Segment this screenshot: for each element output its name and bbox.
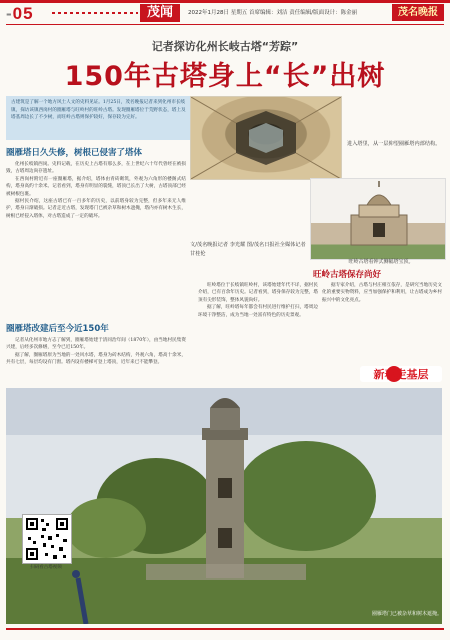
section-heading: 圈雁塔日久失修，树根已侵害了塔体 — [6, 148, 143, 158]
qr-code-icon — [23, 515, 71, 563]
badge-text: 新春走基层 — [373, 368, 429, 381]
paragraph: 旺岭塔位于长岐镇旺岭村，该塔始建年代不详，据村民介绍，已有百余年历史。记者看到，塔身保存较为完整，塔顶有尖形装饰，整体风貌尚好。 — [198, 283, 318, 303]
page-number: -05 — [6, 4, 34, 23]
paragraph: 在西岗村附近有一座圈雁塔，据介绍，塔体由青砖砌筑，外观为六角形的楼阁式结构，塔身高约十余米。记者看到，塔身有明显的裂缝，塔顶已长出了大树，古塔顶部已经被树根包裹。 — [6, 176, 186, 197]
section-3-body-left — [198, 282, 318, 319]
photo-tower-interior — [190, 96, 342, 180]
photo-quanyan-tower — [6, 388, 442, 624]
section-3 — [252, 268, 442, 280]
qr-caption: 扫码看古塔视频 — [30, 565, 62, 570]
new-spring-badge — [360, 364, 442, 384]
brand-logo: 茂名晚报 — [392, 4, 444, 21]
paragraph: 据了解，圈雁塔原为当地的一处风水塔，塔身为砖木结构，外观六角，塔高十余米，共有七层，每层均设有门窗。塔内设有楼梯可登上塔顶，近年来已不能攀登。 — [6, 352, 186, 366]
dateline: 2022年1月28日 星期五 首席编辑：刘洁 责任编辑/版面设计：陈金丽 — [188, 10, 358, 16]
section-tag: 茂闻 — [140, 4, 180, 22]
article-subtitle: 记者探访化州长岐古塔“芳踪” — [151, 40, 299, 53]
photo-wangling-tower — [310, 178, 446, 260]
photo-credit: 文/茂名晚报记者 李光耀 图/茂名日报社全媒体记者 甘桂伦 — [190, 242, 306, 257]
section-1 — [6, 146, 186, 220]
section-heading: 旺岭古塔保存尚好 — [312, 270, 381, 280]
paragraph: 据村民介绍，这座古塔已有一百多年的历史，以前塔身较为完整，但多年来无人维护，塔身日渐破损。记者走近古塔，发现塔门已被杂草和树木遮掩，塔内亦有树木生长，树根已经侵入塔体，对古塔造成了一定的破坏。 — [6, 199, 186, 219]
dotted-rule — [52, 12, 138, 14]
paragraph: 据专家介绍，古塔与村庄相互依存，是研究当地历史文化的重要实物资料，应当加强保护和利用，让古塔成为乡村振兴中的文化亮点。 — [322, 283, 442, 303]
section-3-body-right — [322, 282, 442, 304]
photo-caption: 圈雁塔门已被杂草和树木遮掩。 — [371, 611, 442, 617]
tower-interior-illustration — [191, 97, 341, 179]
qr-code[interactable] — [22, 514, 72, 564]
section-2 — [6, 322, 186, 367]
header-rule — [6, 24, 444, 25]
paragraph: 化州长岐镇西岗。史料记载，在历史上古塔有那么多，在上世纪六十年代曾经在被损毁，古塔周边尚存遗址。 — [6, 162, 186, 175]
article-headline: 150年古塔身上“长”出树 — [64, 61, 386, 92]
lead-paragraph: 古建筑是了解一个地方风土人文的史料见证。1月25日，茂名晚报记者来到化州市长岐镇，探访该镇西岗村的圈雁塔与旺岭村的旺岭古塔。发现圈雁塔位于荒野状态，塔上及塔基周边长了不少树，而旺岭古塔则保护较好，保存较为完好。 — [6, 96, 192, 140]
paragraph: 记者从化州市地方志了解到，圈雁塔始建于清同治年间（1870年），由当地村民集资兴建，后经多次修缮，至今已近150年。 — [6, 338, 186, 351]
wangling-tower-illustration — [311, 179, 445, 259]
quanyan-tower-illustration — [6, 388, 442, 624]
section-heading: 圈雁塔改建后至今近150年 — [6, 324, 109, 334]
photo-caption: 进入塔里，从一层仰望圈雁塔内部结构。 — [347, 141, 441, 147]
top-rule — [0, 0, 450, 3]
footer-rule — [6, 628, 444, 630]
paragraph: 据了解，旺岭塔每年都会有村民进行维护打扫，塔周边环境干净整洁，成为当地一处富有特色的历史景观。 — [198, 305, 318, 318]
photo-caption: 旺岭古塔看钟式侧幅塔宝顶。 — [348, 259, 414, 265]
